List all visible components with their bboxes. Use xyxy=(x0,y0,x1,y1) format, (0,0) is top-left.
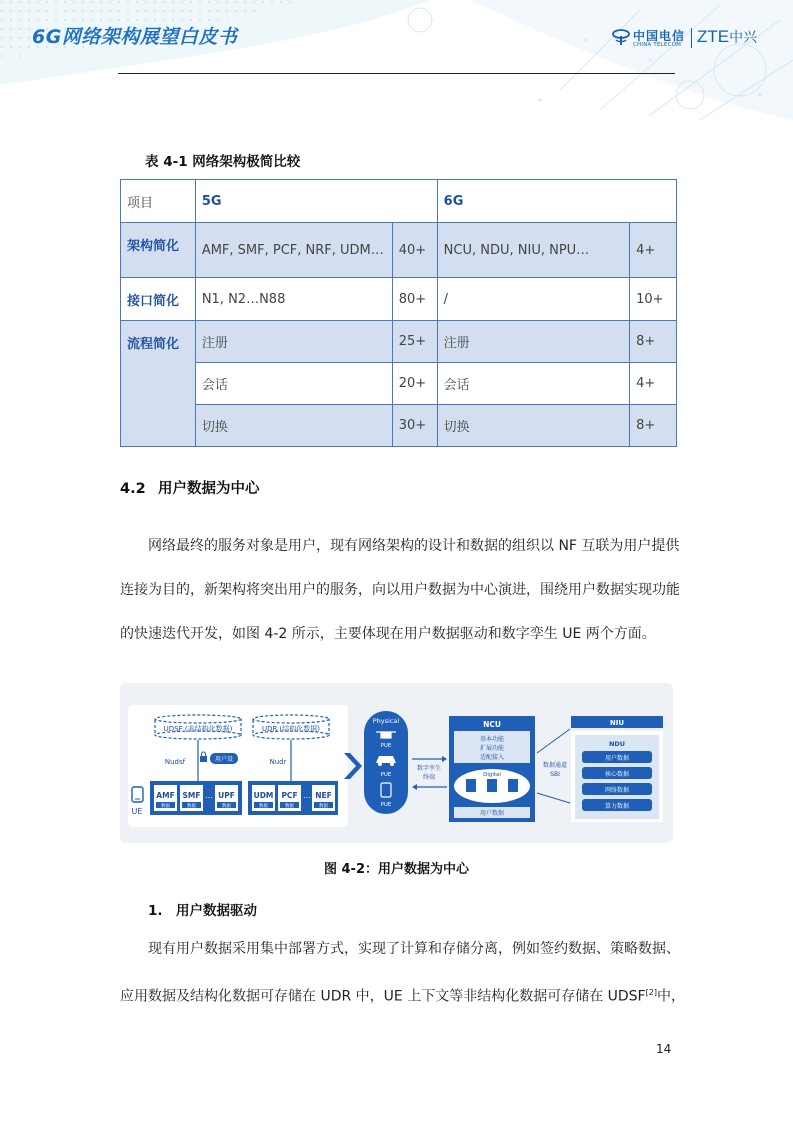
cell-5g-desc: AMF, SMF, PCF, NRF, UDM… xyxy=(195,223,392,278)
logo-separator xyxy=(691,28,692,48)
paragraph-line: 的快速迭代开发，如图 4-2 所示，主要体现在用户数据驱动和数字孪生 UE 两个方面。 xyxy=(120,626,656,642)
udsf-label: UDSF (非结构化数据) xyxy=(163,725,233,733)
header-rule xyxy=(118,73,675,74)
ncu-user-data: 用户数据 xyxy=(479,810,505,817)
nf-sub-label: 数据 xyxy=(259,804,268,809)
ndu-item: 算力数据 xyxy=(604,803,630,810)
zte-logo-cn: 中兴 xyxy=(729,30,758,46)
row-category: 架构简化 xyxy=(121,223,196,278)
physical-label: Physical xyxy=(372,717,400,725)
subsection-heading xyxy=(148,899,257,919)
figure-user-data-centric xyxy=(120,683,673,843)
cell-6g-num: 4+ xyxy=(630,363,677,405)
nf-ellipsis: … xyxy=(303,791,311,800)
cell-5g-num: 30+ xyxy=(392,405,437,447)
header-6g: 6G xyxy=(437,180,676,223)
cell-6g-num: 4+ xyxy=(630,223,677,278)
ue-label: UE xyxy=(131,807,143,816)
nf-nef: NEF xyxy=(315,791,332,800)
cell-6g-num: 8+ xyxy=(630,321,677,363)
cell-6g-desc: 注册 xyxy=(437,321,629,363)
section-title: 用户数据为中心 xyxy=(158,481,260,497)
cell-6g-desc: 切换 xyxy=(437,405,629,447)
ndu-item: 网络数据 xyxy=(604,787,630,794)
nf-udm: UDM xyxy=(253,791,274,800)
table-row xyxy=(121,363,677,405)
pue-label: PUE xyxy=(380,743,392,749)
udsf-storage xyxy=(155,715,241,739)
cell-5g-num: 25+ xyxy=(392,321,437,363)
paragraph-intro xyxy=(120,524,680,656)
table-header-row xyxy=(121,180,677,223)
cell-5g-desc: 切换 xyxy=(195,405,392,447)
nf-sub-label: 数据 xyxy=(161,804,170,809)
cell-6g-desc: 会话 xyxy=(437,363,629,405)
section-heading xyxy=(120,477,260,498)
cell-6g-desc: NCU, NDU, NIU, NPU… xyxy=(437,223,629,278)
digital-label: Digital xyxy=(483,772,501,778)
paragraph-line: 现有用户数据采用集中部署方式，实现了计算和存储分离，例如签约数据、策略数据、 xyxy=(148,941,680,957)
ncu-item: 基本功能 xyxy=(479,736,505,743)
channel-label-2: SBI xyxy=(550,771,560,778)
zte-logo xyxy=(697,27,757,47)
cell-5g-num: 80+ xyxy=(392,278,437,321)
paragraph-line: 网络最终的服务对象是用户，现有网络架构的设计和数据的组织以 NF 互联为用户提供 xyxy=(148,538,680,554)
ncu-item: 扩展功能 xyxy=(479,745,505,752)
ncu-title: NCU xyxy=(483,720,501,729)
nudsf-label: Nudsf xyxy=(164,758,186,766)
subsection-title: 用户数据驱动 xyxy=(176,903,257,919)
subsection-number: 1. xyxy=(148,903,163,919)
ndu-title: NDU xyxy=(608,740,626,748)
table-row xyxy=(121,321,677,363)
line-text: 中， xyxy=(656,988,685,1005)
document-title: 6G网络架构展望白皮书 xyxy=(32,26,238,48)
figure-diagram xyxy=(120,683,673,843)
nf-amf: AMF xyxy=(156,791,175,800)
nf-sub-label: 数据 xyxy=(222,804,231,809)
cell-6g-desc: / xyxy=(437,278,629,321)
ndu-item: 用户数据 xyxy=(604,755,630,762)
china-telecom-cn: 中国电信 xyxy=(633,29,686,43)
cell-5g-num: 20+ xyxy=(392,363,437,405)
twin-label-1: 数字孪生 xyxy=(416,765,442,772)
pue-label: PUE xyxy=(380,772,392,778)
cell-5g-num: 40+ xyxy=(392,223,437,278)
digital-device-icon xyxy=(508,779,518,792)
cell-5g-desc: 会话 xyxy=(195,363,392,405)
cell-5g-desc: 注册 xyxy=(195,321,392,363)
nf-sub-label: 数据 xyxy=(187,804,196,809)
table-row xyxy=(121,405,677,447)
nf-sub-label: 数据 xyxy=(319,804,328,809)
nf-upf: UPF xyxy=(218,791,235,800)
comparison-table xyxy=(120,179,677,447)
china-telecom-en: CHINA TELECOM xyxy=(633,42,682,48)
section-number: 4.2 xyxy=(120,481,146,497)
nf-pcf: PCF xyxy=(281,791,298,800)
page-number: 14 xyxy=(656,1042,672,1056)
line-text: 应用数据及结构化数据可存储在 UDR 中，UE 上下文等非结构化数据可存储在 UDSF xyxy=(120,988,646,1005)
table-row xyxy=(121,278,677,321)
row-category: 流程简化 xyxy=(121,321,196,447)
paragraph-user-data xyxy=(120,927,685,1015)
china-telecom-icon xyxy=(612,28,630,46)
pue-label: PUE xyxy=(380,802,392,808)
udr-storage xyxy=(253,715,329,739)
header-5g: 5G xyxy=(195,180,437,223)
header-item: 项目 xyxy=(121,180,196,223)
figure-caption: 图 4-2：用户数据为中心 xyxy=(323,862,469,877)
cell-6g-num: 8+ xyxy=(630,405,677,447)
citation-ref[interactable]: [2] xyxy=(645,988,657,997)
ndu-item: 核心数据 xyxy=(604,771,630,778)
niu-title: NIU xyxy=(609,719,625,727)
udr-label: UDR (结构化数据) xyxy=(261,725,321,733)
nf-sub-label: 数据 xyxy=(285,804,294,809)
nf-ellipsis: … xyxy=(205,791,213,800)
row-category: 接口简化 xyxy=(121,278,196,321)
cell-6g-num: 10+ xyxy=(630,278,677,321)
table-caption: 表 4-1 网络架构极简比较 xyxy=(145,154,301,170)
paragraph-line xyxy=(120,971,685,1015)
paragraph-line: 连接为目的，新架构将突出用户的服务，向以用户数据为中心演进，围绕用户数据实现功能 xyxy=(120,582,680,598)
zte-logo-en: ZTE xyxy=(697,27,730,46)
table-row xyxy=(121,223,677,278)
channel-label-1: 数据通道 xyxy=(542,762,568,769)
china-telecom-logo xyxy=(612,26,688,50)
digital-device-icon xyxy=(466,779,476,792)
cell-5g-desc: N1, N2…N88 xyxy=(195,278,392,321)
digital-device-icon xyxy=(487,779,497,792)
ncu-item: 适配接入 xyxy=(479,754,505,761)
nf-smf: SMF xyxy=(182,791,201,800)
nudr-label: Nudr xyxy=(269,758,287,766)
lock-label: 用户设 xyxy=(214,756,234,763)
header-decoration xyxy=(0,0,793,130)
twin-label-2: 终端 xyxy=(422,774,436,781)
